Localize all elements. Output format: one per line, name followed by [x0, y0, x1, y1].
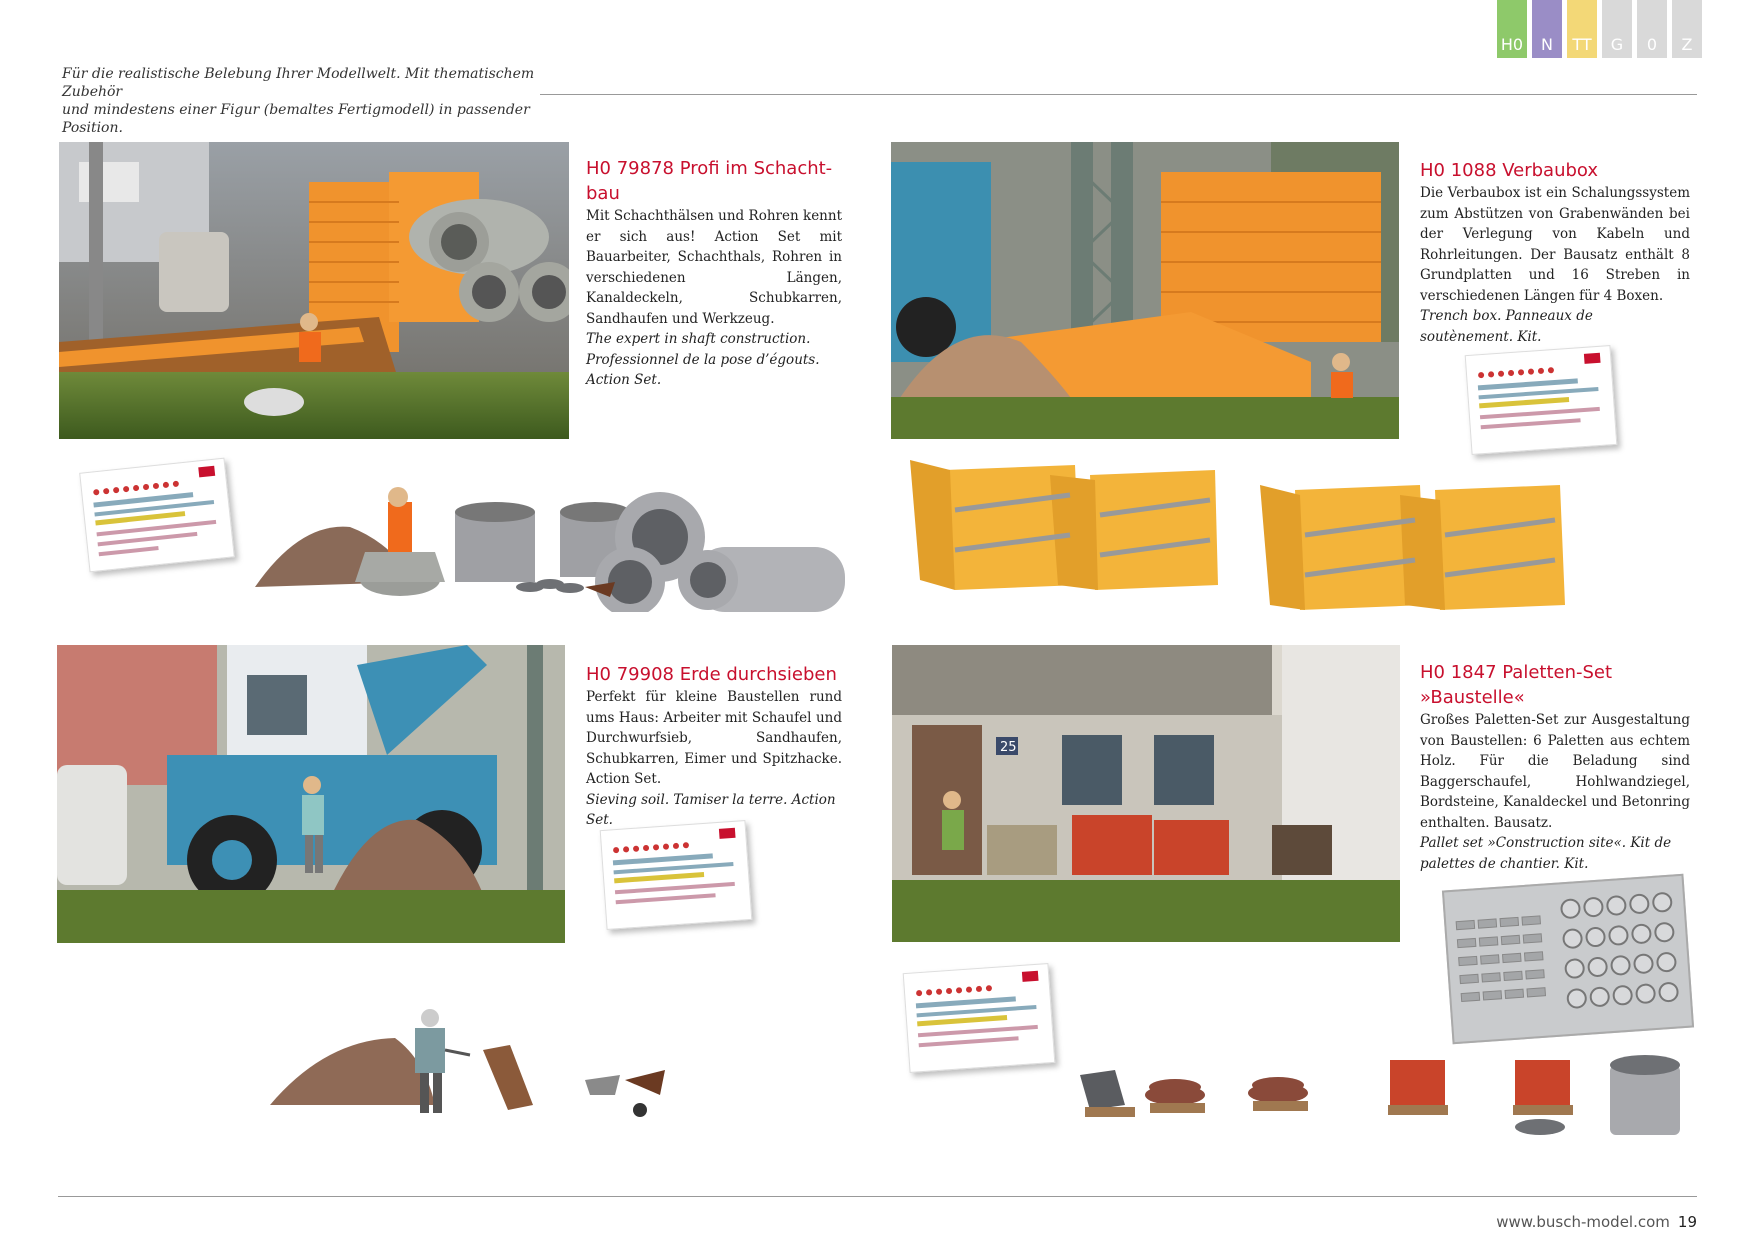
product-contents-sieving-soil — [265, 1000, 685, 1125]
product-contents-shaft-construction — [240, 432, 860, 612]
scale-tab-tt: TT — [1567, 0, 1597, 58]
scale-tab-z: Z — [1672, 0, 1702, 58]
product-translation: Trench box. Panneaux de soutènement. Kit. — [1420, 308, 1593, 345]
scale-tab-n: N — [1532, 0, 1562, 58]
scale-tabs — [1497, 0, 1702, 58]
instruction-sheet — [1465, 345, 1618, 455]
product-photo-sieving-soil — [57, 645, 565, 943]
instruction-sheet — [903, 963, 1056, 1073]
intro-line-2: und mindestens einer Figur (bemaltes Fertigmodell) in passender Position. — [62, 102, 530, 136]
scale-tab-0: 0 — [1637, 0, 1667, 58]
product-title: H0 1847 Paletten-Set »Baustelle« — [1420, 662, 1613, 708]
product-translation: The expert in shaft construction. Professionnel de la pose d’égouts. Action Set. — [586, 331, 820, 388]
intro-line-1: Für die realistische Belebung Ihrer Modellwelt. Mit thematischem Zubehör — [62, 66, 535, 100]
product-photo-pallet-set — [892, 645, 1400, 942]
website-link[interactable]: www.busch-model.com — [1496, 1213, 1670, 1231]
page-footer — [1496, 1213, 1697, 1231]
product-photo-trench-box — [891, 142, 1399, 439]
product-description: Mit Schachthälsen und Rohren kennt er sich aus! Action Set mit Bauarbeiter, Schachthals, Rohren in verschiedenen Längen, Kanaldeckeln, Schubkarren, Sandhaufen und Werkzeug. The expert in shaft construction. Professionnel de la pose d’égouts. Action Set. — [586, 206, 842, 391]
scale-tab-h0: H0 — [1497, 0, 1527, 58]
product-translation: Sieving soil. Tamiser la terre. Action Set. — [586, 791, 836, 828]
header-rule — [540, 94, 1697, 95]
footer-rule — [58, 1196, 1697, 1197]
product-translation: Pallet set »Construction site«. Kit de palettes de chantier. Kit. — [1420, 835, 1672, 872]
product-contents-pallet-set — [1070, 1045, 1690, 1145]
product-title: H0 1088 Verbaubox — [1420, 160, 1599, 181]
product-title: H0 79908 Erde durchsieben — [586, 664, 837, 685]
product-photo-shaft-construction — [59, 142, 569, 439]
product-description: Großes Paletten-Set zur Ausgestaltung von Baustellen: 6 Paletten aus echtem Holz. Für die Beladung sind Baggerschaufel, Hohlwandziegel, Bordsteine, Kanaldeckel und Betonring enthalten. Bausatz. Pallet set »Construction site«. Kit de palettes de chantier. Kit. — [1420, 710, 1690, 874]
page-number: 19 — [1677, 1213, 1697, 1231]
product-description: Die Verbaubox ist ein Schalungssystem zum Abstützen von Grabenwänden bei der Verlegung von Kabeln und Rohrleitungen. Der Bausatz enthält 8 Grundplatten und 16 Streben in verschiedenen Längen für 4 Boxen. Trench box. Panneaux de soutènement. Kit. — [1420, 183, 1690, 347]
instruction-sheet — [79, 458, 235, 573]
scale-tab-g: G — [1602, 0, 1632, 58]
parts-sprue — [1442, 874, 1694, 1045]
product-description: Perfekt für kleine Baustellen rund ums Haus: Arbeiter mit Schaufel und Durchwurfsieb, Sandhaufen, Schubkarren, Eimer und Spitzhacke. Action Set. Sieving soil. Tamiser la terre. Action Set. — [586, 687, 842, 831]
instruction-sheet — [600, 820, 753, 930]
product-contents-trench-box — [900, 455, 1580, 630]
product-title: H0 79878 Profi im Schacht- bau — [586, 158, 833, 204]
intro-text — [62, 65, 542, 137]
house-number: 25 — [1000, 740, 1017, 755]
